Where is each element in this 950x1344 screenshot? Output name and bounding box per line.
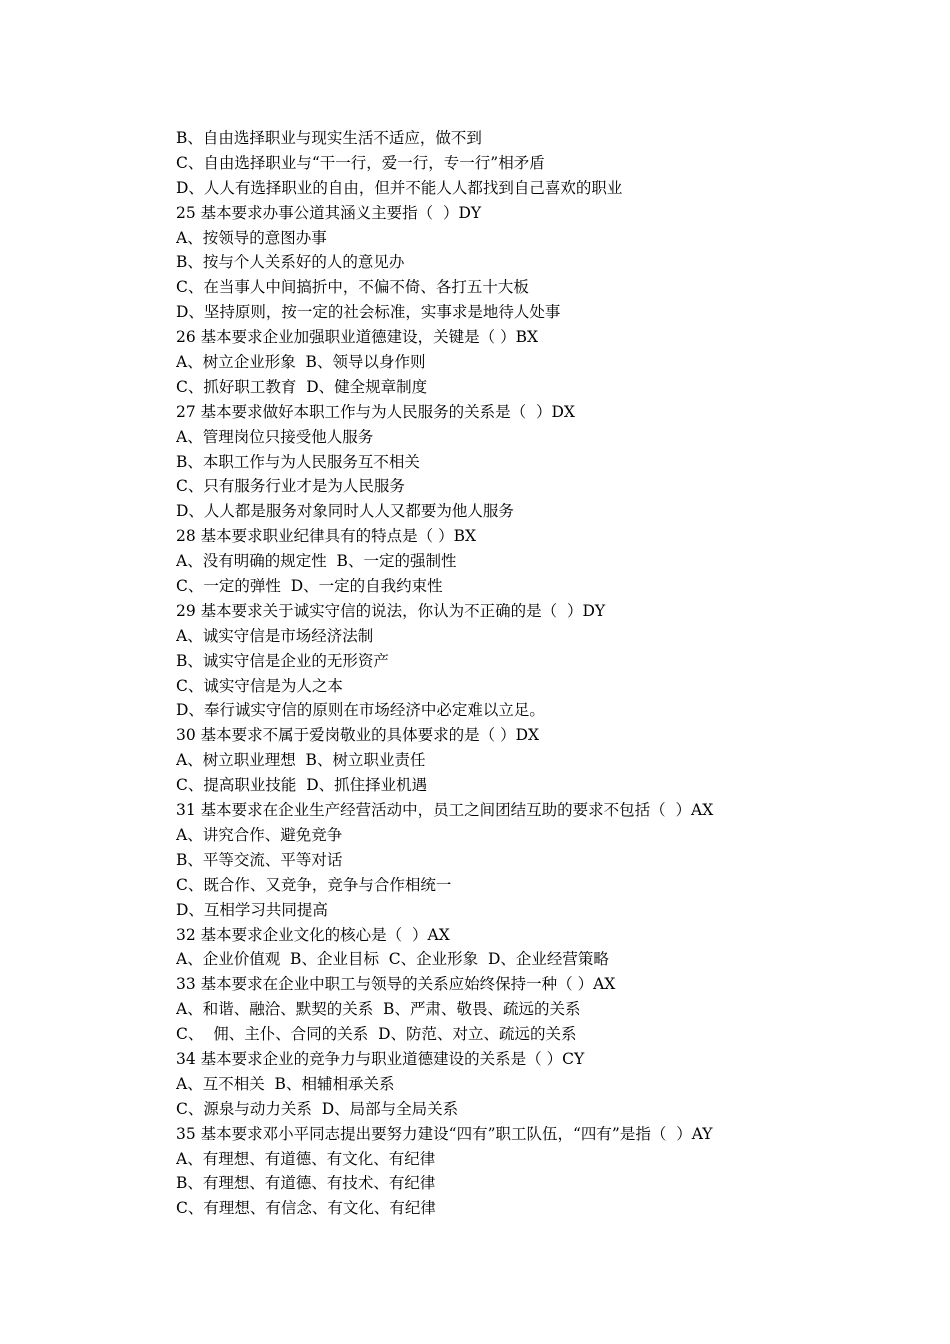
text-line: A、树立企业形象 B、领导以身作则	[176, 353, 426, 372]
question-line: 27 基本要求做好本职工作与为人民服务的关系是（ ）DX	[176, 402, 575, 421]
text-line: C、在当事人中间搞折中，不偏不倚、各打五十大板	[176, 278, 529, 297]
question-line: 33 基本要求在企业中职工与领导的关系应始终保持一种（ ）AX	[176, 975, 616, 994]
question-line: 32 基本要求企业文化的核心是（ ）AX	[176, 925, 450, 944]
document-page	[176, 126, 876, 1221]
question-line: 29 基本要求关于诚实守信的说法，你认为不正确的是（ ）DY	[176, 601, 606, 620]
text-line: D、奉行诚实守信的原则在市场经济中必定难以立足。	[176, 701, 545, 720]
text-line: A、讲究合作、避免竞争	[176, 825, 343, 844]
question-line: 34 基本要求企业的竞争力与职业道德建设的关系是（ ）CY	[176, 1049, 585, 1068]
question-line: 25 基本要求办事公道其涵义主要指（ ）DY	[176, 203, 482, 222]
text-line: A、有理想、有道德、有文化、有纪律	[176, 1149, 436, 1168]
text-line: C、提高职业技能 D、抓住择业机遇	[176, 776, 428, 795]
question-line: 30 基本要求不属于爱岗敬业的具体要求的是（ ）DX	[176, 726, 540, 745]
question-line: 28 基本要求职业纪律具有的特点是（ ）BX	[176, 527, 477, 546]
text-line: B、有理想、有道德、有技术、有纪律	[176, 1174, 436, 1193]
text-line: B、诚实守信是企业的无形资产	[176, 651, 389, 670]
text-line: D、坚持原则，按一定的社会标准，实事求是地待人处事	[176, 303, 561, 322]
text-line: A、树立职业理想 B、树立职业责任	[176, 751, 426, 770]
text-line: B、按与个人关系好的人的意见办	[176, 253, 405, 272]
text-line: A、管理岗位只接受他人服务	[176, 427, 374, 446]
text-line: A、互不相关 B、相辅相承关系	[176, 1074, 395, 1093]
text-line: C、自由选择职业与“干一行，爱一行，专一行”相矛盾	[176, 153, 545, 172]
text-line: D、人人有选择职业的自由，但并不能人人都找到自己喜欢的职业	[176, 178, 623, 197]
text-line: D、人人都是服务对象同时人人又都要为他人服务	[176, 502, 514, 521]
text-line: A、按领导的意图办事	[176, 228, 327, 247]
text-line: A、没有明确的规定性 B、一定的强制性	[176, 552, 457, 571]
text-line: C、 佣、主仆、合同的关系 D、防范、对立、疏远的关系	[176, 1025, 577, 1044]
text-line: C、只有服务行业才是为人民服务	[176, 477, 405, 496]
text-line: C、既合作、又竞争，竞争与合作相统一	[176, 875, 452, 894]
text-line: B、平等交流、平等对话	[176, 850, 343, 869]
text-line: B、本职工作与为人民服务互不相关	[176, 452, 420, 471]
text-line: A、企业价值观 B、企业目标 C、企业形象 D、企业经营策略	[176, 950, 609, 969]
question-line: 35 基本要求邓小平同志提出要努力建设“四有”职工队伍，“四有”是指（ ）AY	[176, 1124, 713, 1143]
text-line: C、一定的弹性 D、一定的自我约束性	[176, 577, 443, 596]
text-line: C、诚实守信是为人之本	[176, 676, 343, 695]
text-line: C、有理想、有信念、有文化、有纪律	[176, 1199, 436, 1218]
text-line: D、互相学习共同提高	[176, 900, 328, 919]
question-line: 31 基本要求在企业生产经营活动中，员工之间团结互助的要求不包括（ ）AX	[176, 801, 714, 820]
text-line: A、和谐、融洽、默契的关系 B、严肃、敬畏、疏远的关系	[176, 1000, 581, 1019]
text-line: B、自由选择职业与现实生活不适应，做不到	[176, 129, 482, 147]
question-line: 26 基本要求企业加强职业道德建设，关键是（ ）BX	[176, 328, 539, 347]
text-line: C、源泉与动力关系 D、局部与全局关系	[176, 1099, 459, 1118]
text-line: A、诚实守信是市场经济法制	[176, 626, 374, 645]
text-line: C、抓好职工教育 D、健全规章制度	[176, 377, 428, 396]
